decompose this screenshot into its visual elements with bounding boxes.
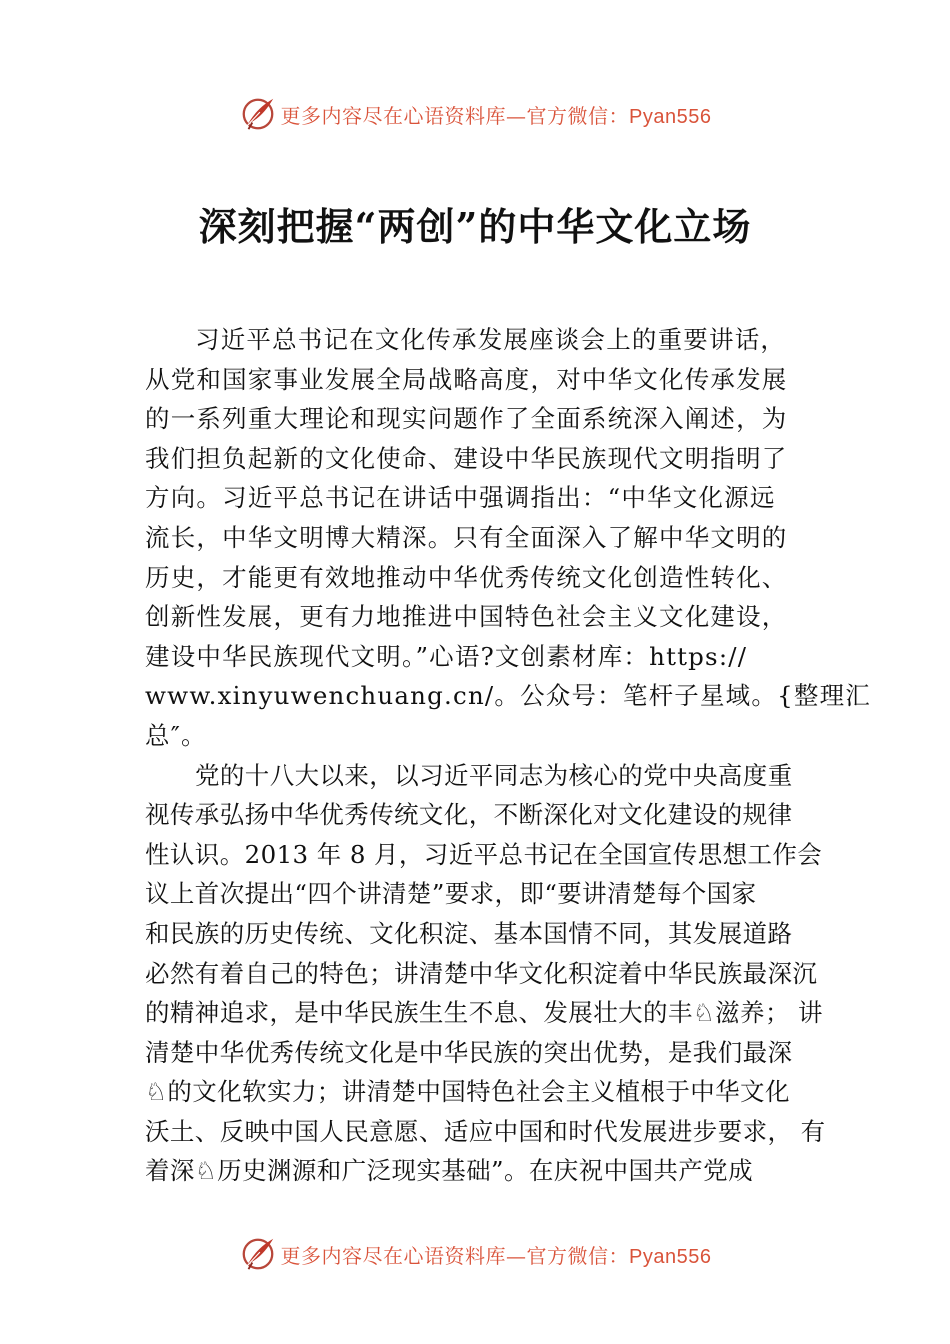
- paragraph-line: 的精神追求，是中华民族生生不息、发展壮大的丰♘滋养； 讲: [145, 998, 823, 1028]
- paragraph-2: [145, 756, 825, 1192]
- paragraph-line: 习近平总书记在文化传承发展座谈会上的重要讲话，: [195, 325, 787, 354]
- paragraph-line: 清楚中华优秀传统文化是中华民族的突出优势，是我们最深: [145, 1037, 793, 1067]
- paragraph-line: 我们担负起新的文化使命、建设中华民族现代文明指明了: [145, 443, 788, 473]
- paragraph-line: 和民族的历史传统、文化积淀、基本国情不同，其发展道路: [145, 918, 793, 948]
- paragraph-line: 党的十八大以来，以习近平同志为核心的党中央高度重: [195, 760, 793, 790]
- header-banner[interactable]: [0, 92, 950, 136]
- paragraph-line: 的一系列重大理论和现实问题作了全面系统深入阐述，为: [145, 404, 788, 434]
- paragraph-line: 沃土、反映中国人民意愿、适应中国和时代发展进步要求， 有: [145, 1116, 826, 1146]
- paragraph-line: 视传承弘扬中华优秀传统文化，不断深化对文化建设的规律: [145, 800, 793, 830]
- paragraph-line: 建设中华民族现代文明。”心语?文创素材库：https://: [145, 641, 748, 671]
- paragraph-1: [145, 320, 871, 756]
- paragraph-line: 着深♘历史渊源和广泛现实基础”。在庆祝中国共产党成: [145, 1156, 753, 1186]
- quill-logo-icon: [239, 1235, 277, 1273]
- header-banner-text: 更多内容尽在心语资料库—官方微信：Pyan556: [280, 103, 712, 128]
- page-title: 深刻把握“两创”的中华文化立场: [198, 204, 752, 249]
- footer-banner-text: 更多内容尽在心语资料库—官方微信：Pyan556: [280, 1243, 712, 1268]
- header-wechat-id: Pyan556: [629, 105, 712, 128]
- footer-wechat-id: Pyan556: [629, 1245, 712, 1268]
- quill-logo-icon: [239, 95, 277, 133]
- paragraph-line: 从党和国家事业发展全局战略高度，对中华文化传承发展: [145, 364, 788, 394]
- footer-banner[interactable]: [0, 1232, 950, 1276]
- paragraph-line: 议上首次提出“四个讲清楚”要求，即“要讲清楚每个国家: [145, 879, 757, 909]
- paragraph-line: ♘的文化软实力；讲清楚中国特色社会主义植根于中华文化: [145, 1077, 790, 1107]
- paragraph-line: www.xinyuwenchuang.cn/。公众号：笔杆子星域。{整理汇: [145, 681, 871, 711]
- paragraph-line: 方向。习近平总书记在讲话中强调指出：“中华文化源远: [145, 483, 776, 513]
- paragraph-line: 流长，中华文明博大精深。只有全面深入了解中华文明的: [145, 522, 788, 552]
- paragraph-line: 性认识。2013 年 8 月，习近平总书记在全国宣传思想工作会: [145, 839, 823, 869]
- paragraph-line: 必然有着自己的特色；讲清楚中华文化积淀着中华民族最深沉: [145, 958, 818, 988]
- paragraph-line: 历史，才能更有效地推动中华优秀传统文化创造性转化、: [145, 562, 788, 592]
- article-body: [145, 320, 871, 1191]
- paragraph-line: 总″。: [145, 720, 207, 750]
- paragraph-line: 创新性发展，更有力地推进中国特色社会主义文化建设，: [145, 602, 788, 632]
